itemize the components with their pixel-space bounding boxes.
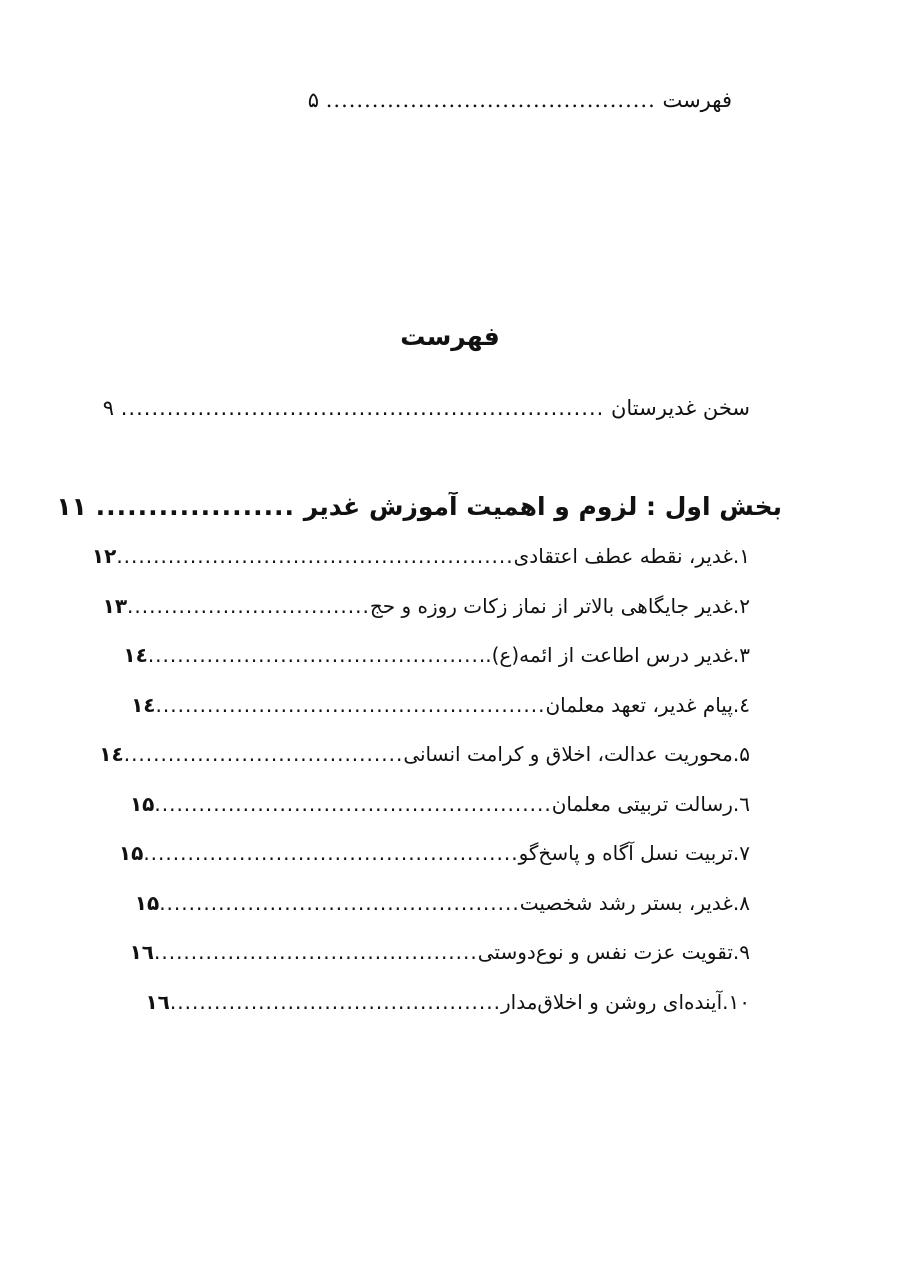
toc-part-leader: ................... bbox=[95, 492, 296, 521]
toc-item[interactable] bbox=[0, 990, 900, 1022]
toc-item-leader: ...................................................... bbox=[154, 792, 552, 816]
toc-item-title: ۲.غدیر جایگاهی بالاتر از نماز زکات روزه و حج bbox=[369, 594, 750, 618]
running-header-leader: ........................................... bbox=[325, 88, 656, 112]
running-header-page-number: ۵ bbox=[307, 88, 320, 112]
toc-item-title: ۱۰.آینده‌ای روشن و اخلاق‌مدار bbox=[500, 990, 750, 1014]
toc-item-title: ٦.رسالت تربیتی معلمان bbox=[551, 792, 750, 816]
toc-item-title: ۳.غدیر درس اطاعت از ائمه(ع).. bbox=[478, 643, 750, 667]
toc-item-leader: ................................. bbox=[127, 594, 370, 618]
toc-entry-leader: ............................................................... bbox=[120, 396, 605, 420]
toc-item-leader: ............................................. bbox=[147, 643, 479, 667]
toc-item[interactable] bbox=[0, 544, 900, 576]
toc-item[interactable] bbox=[0, 940, 900, 972]
toc-item[interactable] bbox=[0, 742, 900, 774]
toc-part-page: ۱۱ bbox=[56, 492, 87, 521]
toc-item[interactable] bbox=[0, 693, 900, 725]
toc-item-leader: ...................................... bbox=[123, 742, 404, 766]
toc-item-leader: ...................................................... bbox=[116, 544, 514, 568]
toc-entry-preface[interactable] bbox=[0, 396, 900, 430]
toc-item[interactable] bbox=[0, 643, 900, 675]
toc-item-title: ۵.محوریت عدالت، اخلاق و کرامت انسانی bbox=[403, 742, 750, 766]
toc-item[interactable] bbox=[0, 792, 900, 824]
toc-item-page: ۱۵ bbox=[129, 792, 155, 816]
toc-entry-page: ۹ bbox=[102, 396, 115, 420]
toc-item-leader: ..................................................... bbox=[155, 693, 546, 717]
toc-entry-title: سخن غدیرستان bbox=[610, 396, 750, 420]
running-header-title: فهرست bbox=[662, 88, 732, 112]
toc-item-leader: ............................................ bbox=[154, 940, 478, 964]
toc-item[interactable] bbox=[0, 594, 900, 626]
toc-item-title: ۸.غدیر، بستر رشد شخصیت bbox=[519, 891, 750, 915]
toc-part-heading[interactable] bbox=[0, 492, 900, 532]
toc-item-page: ۱٤ bbox=[99, 742, 124, 766]
toc-item-leader: ............................................. bbox=[169, 990, 501, 1014]
toc-item-leader: ................................................... bbox=[143, 841, 519, 865]
toc-item-page: ۱٤ bbox=[131, 693, 156, 717]
toc-item-title: ۹.تقویت عزت نفس و نوع‌دوستی bbox=[477, 940, 750, 964]
running-header bbox=[0, 88, 900, 122]
toc-title: فهرست bbox=[400, 322, 500, 351]
toc-item-leader: ................................................. bbox=[159, 891, 520, 915]
toc-item-page: ۱۵ bbox=[118, 841, 144, 865]
toc-item[interactable] bbox=[0, 841, 900, 873]
toc-item-page: ۱٤ bbox=[123, 643, 148, 667]
toc-item-page: ۱٦ bbox=[129, 940, 154, 964]
toc-item-page: ۱٦ bbox=[145, 990, 170, 1014]
toc-part-title: بخش اول : لزوم و اهمیت آموزش غدیر bbox=[303, 492, 782, 521]
toc-item-page: ۱۲ bbox=[91, 544, 117, 568]
toc-item-page: ۱۳ bbox=[102, 594, 128, 618]
toc-item-page: ۱۵ bbox=[134, 891, 160, 915]
toc-item-title: ۷.تربیت نسل آگاه و پاسخ‌گو bbox=[518, 841, 750, 865]
toc-item[interactable] bbox=[0, 891, 900, 923]
toc-item-title: ۱.غدیر، نقطه عطف اعتقادی bbox=[513, 544, 750, 568]
toc-item-title: ٤.پیام غدیر، تعهد معلمان bbox=[545, 693, 750, 717]
